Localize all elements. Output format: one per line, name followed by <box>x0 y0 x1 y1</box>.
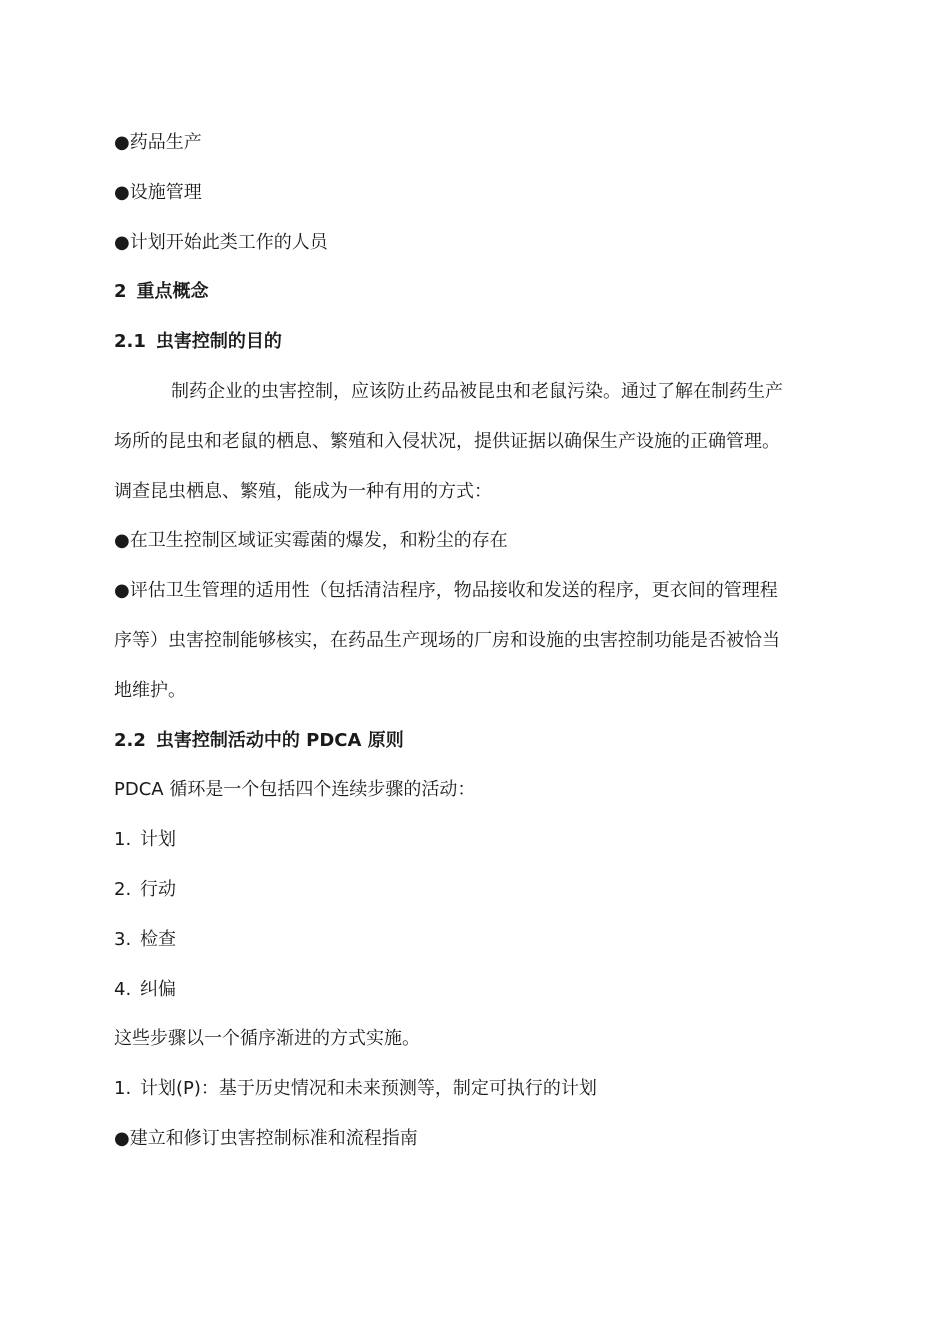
audience-bullet-facility-management: ●设施管理 <box>114 181 202 203</box>
section-2-2-number: 2.2 <box>114 729 146 751</box>
pdca-step-plan <box>114 815 838 865</box>
pdca-sequence-note: 这些步骤以一个循序渐进的方式实施。 <box>114 1028 420 1050</box>
purpose-paragraph-line-1: 制药企业的虫害控制，应该防止药品被昆虫和老鼠污染。通过了解在制药生产 <box>171 380 783 402</box>
step-number: 1. <box>114 829 132 851</box>
pdca-step-do <box>114 865 838 915</box>
step-number: 2. <box>114 878 132 900</box>
section-2-1-number: 2.1 <box>114 331 146 353</box>
step-label: 检查 <box>140 928 176 950</box>
purpose-bullet-mold-dust: ●在卫生控制区域证实霉菌的爆发，和粉尘的存在 <box>114 530 508 552</box>
purpose-bullet-hygiene-line-1: ●评估卫生管理的适用性（包括清洁程序，物品接收和发送的程序，更衣间的管理程 <box>114 580 778 602</box>
audience-bullet-planned-personnel: ●计划开始此类工作的人员 <box>114 231 328 253</box>
plan-detail-text: 计划(P)：基于历史情况和未来预测等，制定可执行的计划 <box>140 1078 597 1100</box>
purpose-bullet-hygiene-line-3: 地维护。 <box>114 679 186 701</box>
section-2-1-heading <box>114 317 838 367</box>
section-2-heading <box>114 267 838 317</box>
section-2-2-title: 虫害控制活动中的 PDCA 原则 <box>155 729 404 751</box>
step-label: 纠偏 <box>140 978 176 1000</box>
pdca-step-check <box>114 915 838 965</box>
purpose-bullet-hygiene-line-2: 序等）虫害控制能够核实，在药品生产现场的厂房和设施的虫害控制功能是否被恰当 <box>114 629 780 651</box>
step-label: 计划 <box>140 829 176 851</box>
section-2-number: 2 <box>114 281 127 303</box>
section-2-title: 重点概念 <box>136 281 209 303</box>
step-number: 1. <box>114 1078 132 1100</box>
step-label: 行动 <box>140 878 176 900</box>
step-number: 4. <box>114 978 132 1000</box>
document-page <box>114 118 838 1164</box>
section-2-1-title: 虫害控制的目的 <box>155 331 282 353</box>
pdca-intro: PDCA 循环是一个包括四个连续步骤的活动： <box>114 779 476 801</box>
purpose-paragraph-line-3: 调查昆虫栖息、繁殖，能成为一种有用的方式： <box>114 480 492 502</box>
section-2-2-heading <box>114 716 838 766</box>
purpose-paragraph-line-2: 场所的昆虫和老鼠的栖息、繁殖和入侵状况，提供证据以确保生产设施的正确管理。 <box>114 430 780 452</box>
pdca-step-act <box>114 965 838 1015</box>
step-number: 3. <box>114 928 132 950</box>
plan-bullet-standards: ●建立和修订虫害控制标准和流程指南 <box>114 1127 418 1149</box>
pdca-plan-detail <box>114 1064 838 1114</box>
audience-bullet-pharma-production: ●药品生产 <box>114 132 202 153</box>
